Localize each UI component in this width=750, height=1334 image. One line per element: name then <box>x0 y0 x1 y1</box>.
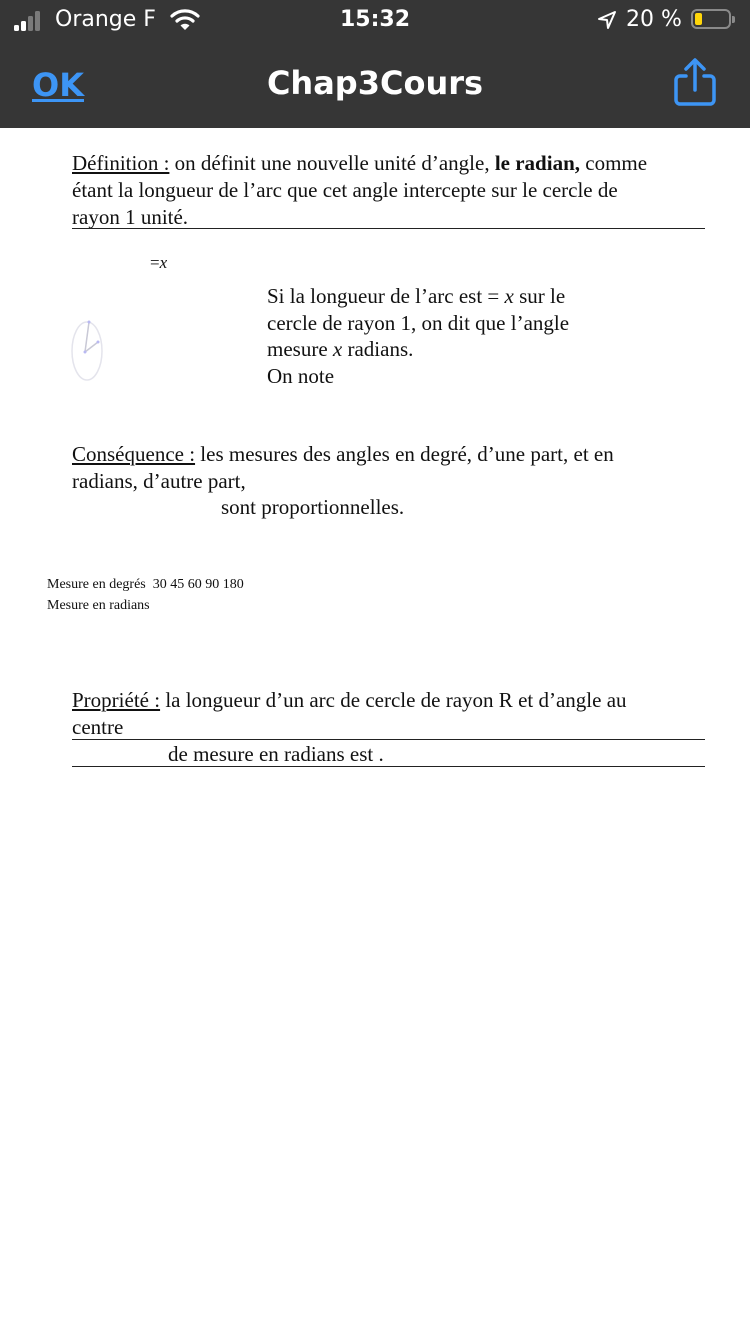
figure-text: radians. <box>342 337 414 361</box>
consequence-line-2: radians, d’autre part, <box>72 469 246 493</box>
unit-circle-figure <box>68 316 108 384</box>
radians-row-label: Mesure en radians <box>47 598 150 613</box>
figure-text-line-3 <box>267 336 413 363</box>
figure-text: Si la longueur de l’arc est = <box>267 284 505 308</box>
degrees-row-values: 30 45 60 90 180 <box>152 577 244 592</box>
battery-icon <box>691 9 731 29</box>
top-bar <box>0 0 750 128</box>
share-icon[interactable] <box>672 56 718 108</box>
degrees-row-label: Mesure en degrés <box>47 577 146 592</box>
consequence-line-1 <box>72 441 614 468</box>
divider <box>72 739 705 740</box>
figure-text: mesure <box>267 337 333 361</box>
figure-equation <box>150 253 167 273</box>
figure-text-line-1 <box>267 283 565 310</box>
status-bar <box>0 0 750 42</box>
location-arrow-icon <box>597 10 617 30</box>
property-text: la longueur d’un arc de cercle de rayon R et d’angle au <box>160 688 627 712</box>
property-line-2: centre <box>72 715 124 739</box>
definition-text: on définit une nouvelle unité d’angle, <box>169 151 495 175</box>
property-line-1 <box>72 687 627 714</box>
equals-sign: = <box>150 253 160 272</box>
definition-text-end: comme <box>580 151 648 175</box>
consequence-label: Conséquence : <box>72 442 196 466</box>
definition-line-3: rayon 1 unité. <box>72 205 189 229</box>
divider <box>72 228 705 229</box>
consequence-text: les mesures des angles en degré, d’une part, et en <box>195 442 614 466</box>
variable-x: x <box>332 337 343 361</box>
definition-label: Définition : <box>72 151 170 175</box>
carrier-name: Orange F <box>55 7 156 32</box>
variable-x: x <box>504 284 514 308</box>
degrees-row <box>47 575 244 595</box>
definition-term: le radian, <box>494 151 580 175</box>
figure-text-line-2: cercle de rayon 1, on dit que l’angle <box>267 311 570 335</box>
figure-text: sur le <box>513 284 566 308</box>
property-line-3: de mesure en radians est . <box>168 742 384 766</box>
consequence-line-3: sont proportionnelles. <box>221 495 405 519</box>
document-title: Chap3Cours <box>266 64 484 102</box>
property-label: Propriété : <box>72 688 161 712</box>
definition-line-2: étant la longueur de l’arc que cet angle intercepte sur le cercle de <box>72 178 618 202</box>
variable-x: x <box>159 253 168 272</box>
divider <box>72 766 705 767</box>
battery-fill <box>695 13 702 25</box>
clock: 15:32 <box>339 7 411 32</box>
figure-text-line-4: On note <box>267 364 335 388</box>
definition-line-1 <box>72 150 647 177</box>
ok-button[interactable]: OK <box>32 66 84 104</box>
battery-percent: 20 % <box>626 7 682 32</box>
